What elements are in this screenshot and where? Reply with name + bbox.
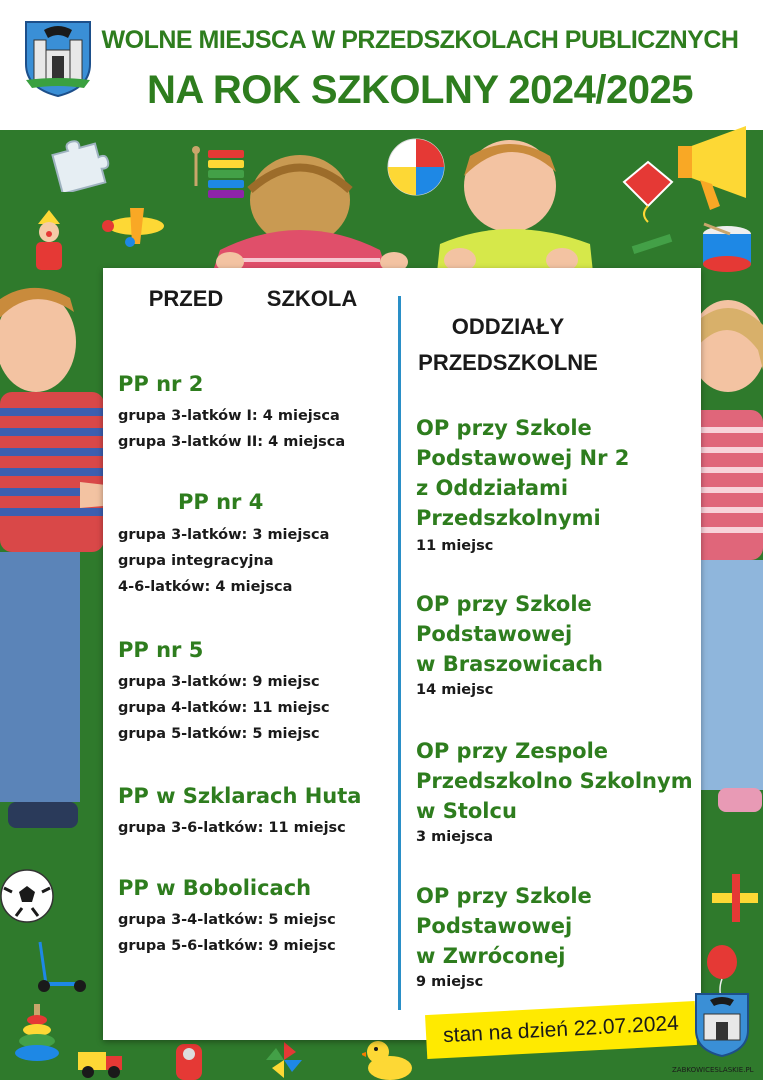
entry-pp-szklary-line: grupa 3-6-latków: 11 miejsc	[118, 820, 346, 836]
entry-pp-bobolice-line: grupa 3-4-latków: 5 miejsc	[118, 912, 336, 928]
entry-op-zwrocona-count: 9 miejsc	[416, 974, 484, 990]
entry-pp-nr-4-line: grupa 3-latków: 3 miejsca	[118, 527, 330, 543]
entry-op-sp2-title: OP przy Szkole	[416, 416, 592, 440]
kite-icon	[620, 160, 676, 224]
entry-pp-nr-2-line: grupa 3-latków I: 4 miejsca	[118, 408, 340, 424]
entry-op-sp2-title: Przedszkolnymi	[416, 506, 601, 530]
toy-car-icon	[172, 1040, 206, 1080]
entry-op-braszowice-count: 14 miejsc	[416, 682, 494, 698]
entry-pp-bobolice-title: PP w Bobolicach	[118, 876, 312, 900]
scooter-icon	[26, 938, 88, 994]
entry-op-stolec-title: Przedszkolno Szkolnym	[416, 769, 693, 793]
entry-pp-bobolice-line: grupa 5-6-latków: 9 miejsc	[118, 938, 336, 954]
entry-op-zwrocona-title: Podstawowej	[416, 914, 573, 938]
website-credit: ZABKOWICESLASKIE.PL	[672, 1066, 754, 1074]
entry-pp-szklary-title: PP w Szklarach Huta	[118, 784, 362, 808]
entry-pp-nr-5-line: grupa 3-latków: 9 miejsc	[118, 674, 320, 690]
town-crest-small-icon	[694, 992, 750, 1058]
entry-op-sp2-count: 11 miejsc	[416, 538, 494, 554]
entry-pp-nr-5-title: PP nr 5	[118, 638, 204, 662]
puzzle-piece-icon	[50, 138, 112, 192]
entry-op-braszowice-title: OP przy Szkole	[416, 592, 592, 616]
entry-pp-nr-4-line: 4-6-latków: 4 miejsca	[118, 579, 293, 595]
right-heading-line1: ODDZIAŁY	[451, 314, 565, 339]
toy-plane-icon	[100, 200, 170, 250]
entry-op-zwrocona-title: OP przy Szkole	[416, 884, 592, 908]
right-heading-line2: PRZEDSZKOLNE	[418, 350, 598, 375]
toy-plane-right-icon	[706, 868, 763, 928]
entry-op-zwrocona-title: w Zwróconej	[416, 944, 566, 968]
status-date-label: stan na dzień 22.07.2024	[425, 1001, 697, 1059]
toy-truck-icon	[76, 1042, 126, 1080]
stacking-rings-icon	[14, 1004, 60, 1064]
entry-op-braszowice-title: Podstawowej	[416, 622, 573, 646]
drum-icon	[700, 222, 754, 274]
entry-op-stolec-title: OP przy Zespole	[416, 739, 609, 763]
clown-toy-icon	[24, 210, 74, 272]
title-line-1: WOLNE MIEJSCA W PRZEDSZKOLACH PUBLICZNYCH	[101, 26, 739, 54]
entry-op-stolec-title: w Stolcu	[416, 799, 517, 823]
entry-op-sp2-title: z Oddziałami	[416, 476, 569, 500]
child-boy-top-image	[430, 132, 600, 282]
crayon-icon	[626, 232, 678, 256]
child-girl-top-image	[180, 150, 420, 280]
entry-op-braszowice-title: w Braszowicach	[416, 652, 604, 676]
header	[0, 0, 763, 130]
entry-pp-nr-5-line: grupa 4-latków: 11 miejsc	[118, 700, 330, 716]
megaphone-icon	[676, 118, 763, 218]
entry-pp-nr-2-line: grupa 3-latków II: 4 miejsca	[118, 434, 346, 450]
entry-pp-nr-5-line: grupa 5-latków: 5 miejsc	[118, 726, 320, 742]
rubber-duck-icon	[362, 1036, 414, 1080]
soccer-ball-icon	[0, 868, 54, 924]
left-heading-part2: SZKOLA	[266, 286, 358, 311]
title-line-2: NA ROK SZKOLNY 2024/2025	[147, 68, 693, 112]
entry-pp-nr-4-title: PP nr 4	[178, 490, 264, 514]
town-crest-icon	[24, 20, 92, 98]
column-divider	[398, 296, 401, 1010]
entry-pp-nr-2-title: PP nr 2	[118, 372, 204, 396]
entry-op-stolec-count: 3 miejsca	[416, 829, 494, 845]
entry-pp-nr-4-line: grupa integracyjna	[118, 553, 274, 569]
entry-op-sp2-title: Podstawowej Nr 2	[416, 446, 630, 470]
left-heading-part1: PRZED	[148, 286, 224, 311]
pinwheel-icon	[264, 1040, 304, 1080]
